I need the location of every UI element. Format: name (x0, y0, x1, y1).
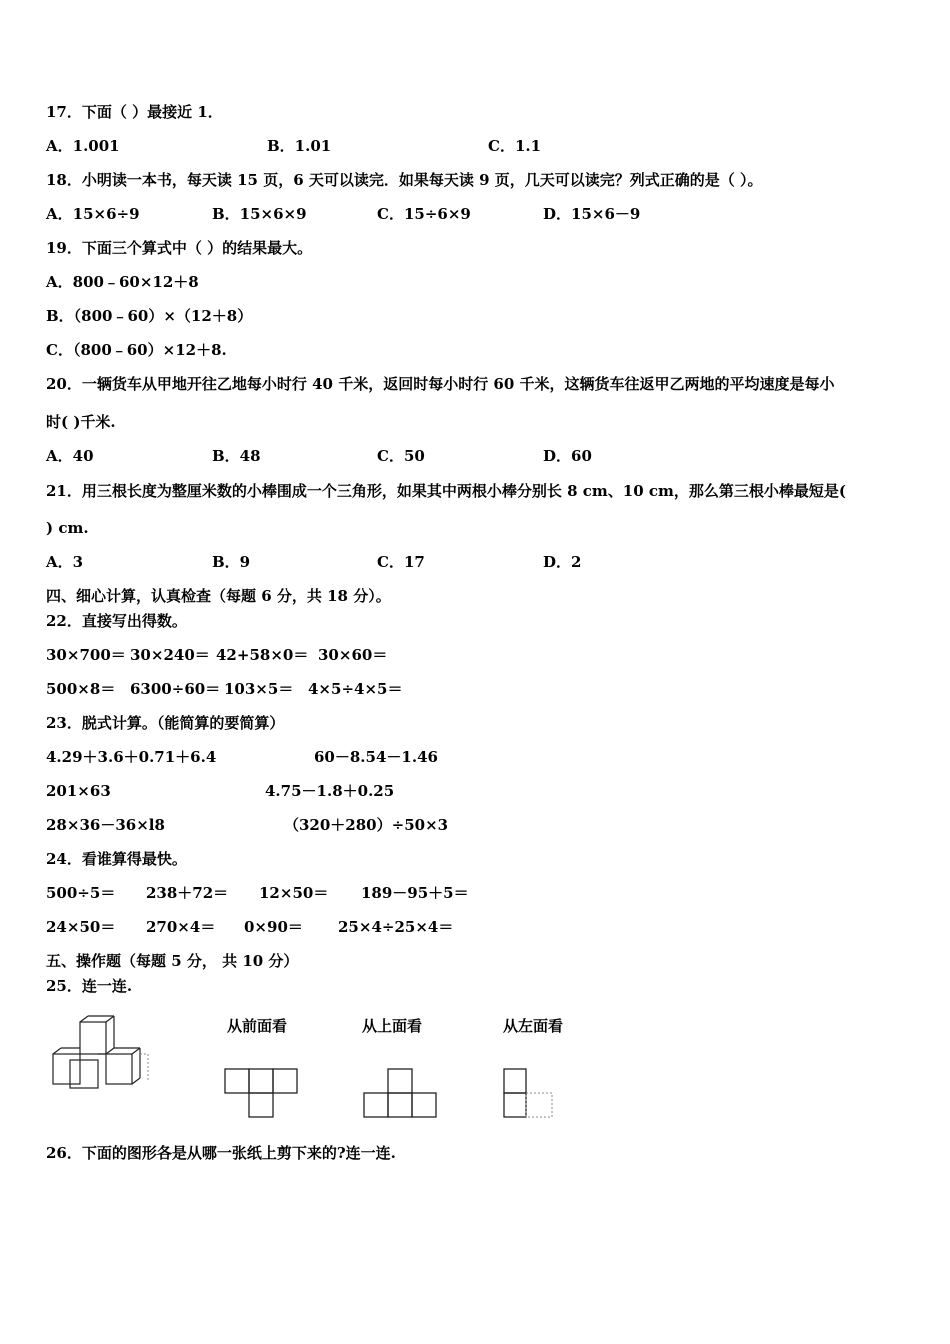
q24-stem: 24．看谁算得最快。 (46, 850, 187, 868)
q21-option-d[interactable]: D．2 (543, 553, 582, 571)
q18-option-a[interactable]: A．15×6÷9 (46, 205, 140, 223)
q22-item: 30×60＝ (318, 646, 388, 664)
q17-option-b[interactable]: B．1.01 (267, 137, 332, 155)
q24-item: 0×90＝ (244, 918, 303, 936)
q19-option-b[interactable]: B．（800﹣60）×（12＋8） (46, 307, 253, 325)
q19-option-c[interactable]: C．（800﹣60）×12＋8. (46, 341, 227, 359)
section-4-heading: 四、细心计算，认真检查（每题 6 分，共 18 分）。 (46, 587, 391, 605)
q23-item: 60－8.54－1.46 (314, 748, 438, 766)
q20-option-a[interactable]: A．40 (46, 447, 94, 465)
q24-item: 238＋72＝ (146, 884, 229, 902)
q24-item: 270×4＝ (146, 918, 216, 936)
top-view-shape[interactable] (363, 1068, 439, 1120)
q18-option-d[interactable]: D．15×6－9 (543, 205, 641, 223)
q22-item: 4×5÷4×5＝ (308, 680, 403, 698)
q17-option-a[interactable]: A．1.001 (46, 137, 120, 155)
q20-option-b[interactable]: B．48 (212, 447, 261, 465)
q23-item: 201×63 (46, 782, 111, 800)
view-label-front: 从前面看 (227, 1017, 288, 1035)
q20-option-c[interactable]: C．50 (377, 447, 425, 465)
q25-stem: 25．连一连. (46, 977, 133, 995)
q21-option-c[interactable]: C．17 (377, 553, 425, 571)
q23-item: 28×36－36×l8 (46, 816, 165, 834)
q21-stem-line2: ) cm. (46, 519, 89, 537)
section-5-heading: 五、操作题（每题 5 分， 共 10 分） (46, 952, 299, 970)
q17-stem: 17．下面（ ）最接近 1． (46, 103, 223, 121)
q24-item: 189－95＋5＝ (361, 884, 469, 902)
q17-option-c[interactable]: C．1.1 (488, 137, 542, 155)
view-label-left: 从左面看 (503, 1017, 564, 1035)
q18-option-b[interactable]: B．15×6×9 (212, 205, 307, 223)
q18-option-c[interactable]: C．15÷6×9 (377, 205, 471, 223)
q22-item: 6300÷60＝ (130, 680, 221, 698)
q24-item: 500÷5＝ (46, 884, 116, 902)
left-view-shape[interactable] (503, 1068, 555, 1120)
view-label-top: 从上面看 (362, 1017, 423, 1035)
q22-item: 42+58×0＝ (216, 646, 309, 664)
q22-item: 500×8＝ (46, 680, 116, 698)
q26-stem: 26．下面的图形各是从哪一张纸上剪下来的?连一连. (46, 1144, 396, 1162)
q23-item: 4.29＋3.6＋0.71＋6.4 (46, 748, 217, 766)
q22-stem: 22．直接写出得数。 (46, 612, 187, 630)
q21-option-a[interactable]: A．3 (46, 553, 84, 571)
q19-stem: 19．下面三个算式中（ ）的结果最大。 (46, 239, 313, 257)
q23-stem: 23．脱式计算。（能简算的要简算） (46, 714, 285, 732)
q21-stem-line1: 21．用三根长度为整厘米数的小棒围成一个三角形，如果其中两根小棒分别长 8 cm、10 cm，那么第三根小棒最短是( (46, 482, 846, 500)
q22-item: 103×5＝ (224, 680, 294, 698)
q23-item: （320＋280）÷50×3 (284, 816, 449, 834)
q22-item: 30×240＝ (130, 646, 210, 664)
q24-item: 24×50＝ (46, 918, 116, 936)
q20-option-d[interactable]: D．60 (543, 447, 592, 465)
q21-option-b[interactable]: B．9 (212, 553, 251, 571)
q23-item: 4.75－1.8＋0.25 (265, 782, 395, 800)
cube-stack-figure (48, 1014, 148, 1089)
q24-item: 12×50＝ (259, 884, 329, 902)
q20-stem-line1: 20．一辆货车从甲地开往乙地每小时行 40 千米，返回时每小时行 60 千米，这辆货车往返甲乙两地的平均速度是每小 (46, 375, 835, 393)
q24-item: 25×4÷25×4＝ (338, 918, 454, 936)
q19-option-a[interactable]: A．800﹣60×12＋8 (46, 273, 199, 291)
q20-stem-line2: 时( )千米. (46, 413, 116, 431)
q22-item: 30×700＝ (46, 646, 126, 664)
front-view-shape[interactable] (224, 1068, 300, 1120)
q18-stem: 18．小明读一本书，每天读 15 页，6 天可以读完．如果每天读 9 页，几天可以读完？列式正确的是（ ）。 (46, 171, 763, 189)
